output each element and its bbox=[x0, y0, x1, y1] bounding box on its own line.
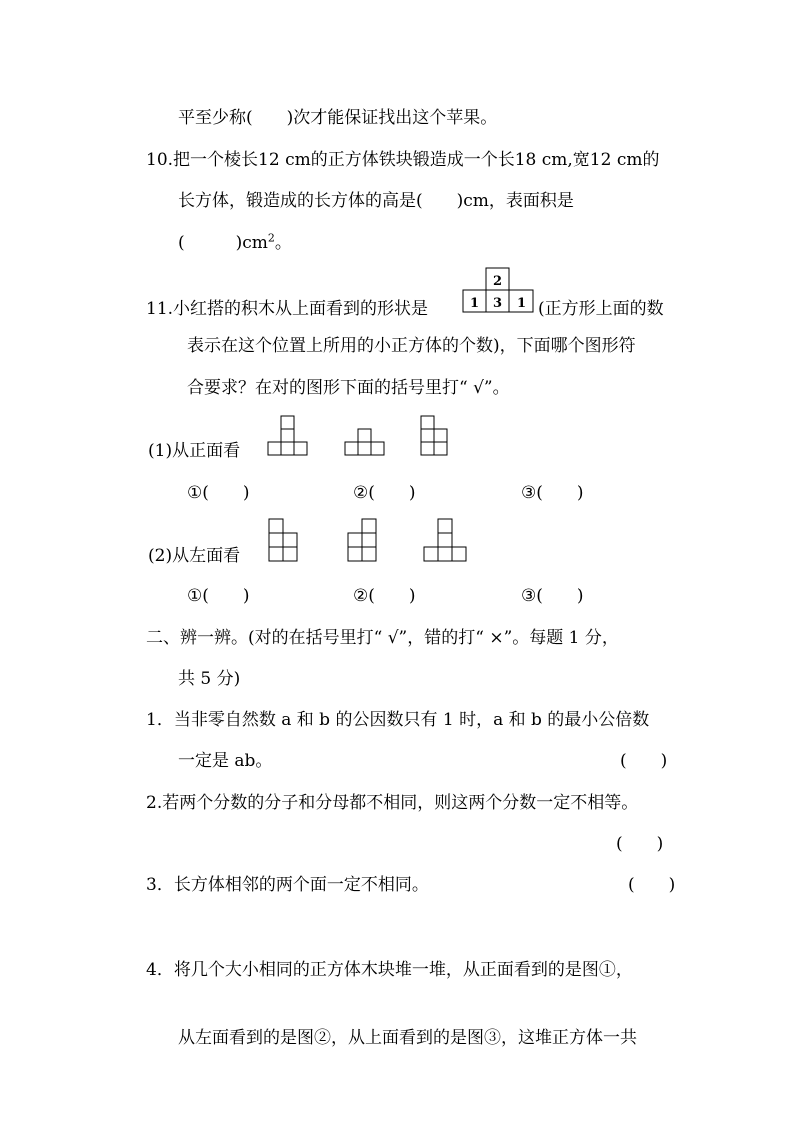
left-option-2-figure bbox=[348, 518, 380, 562]
item3-answer-paren: ( ) bbox=[628, 875, 676, 895]
q9-line-end: 平至少称( )次才能保证找出这个苹果。 bbox=[178, 108, 498, 128]
part1-option-1: ①( ) bbox=[187, 483, 250, 503]
section2-header-line2: 共 5 分) bbox=[178, 669, 241, 689]
q10-line2: 长方体，锻造成的长方体的高是( )cm，表面积是 bbox=[178, 191, 574, 211]
part2-label: (2)从左面看 bbox=[148, 546, 241, 566]
front-option-3-figure bbox=[421, 415, 451, 457]
part2-option-3: ③( ) bbox=[521, 586, 584, 606]
top-view-figure bbox=[462, 267, 536, 315]
section2-header-line1: 二、辨一辨。(对的在括号里打“ √”，错的打“ ×”。每题 1 分， bbox=[146, 628, 619, 648]
part2-option-1: ①( ) bbox=[187, 586, 250, 606]
top-view-num-top: 2 bbox=[493, 274, 503, 289]
q11-intro-a: 11.小红搭的积木从上面看到的形状是 bbox=[146, 299, 429, 319]
item2-line1: 2.若两个分数的分子和分母都不相同，则这两个分数一定不相等。 bbox=[146, 793, 639, 813]
item1-line1: 1．当非零自然数 a 和 b 的公因数只有 1 时，a 和 b 的最小公倍数 bbox=[146, 710, 650, 730]
item2-answer-paren: ( ) bbox=[616, 834, 664, 854]
top-view-num-right: 1 bbox=[517, 296, 527, 311]
q11-line3: 合要求？在对的图形下面的括号里打“ √”。 bbox=[187, 378, 510, 398]
part1-label: (1)从正面看 bbox=[148, 441, 241, 461]
left-option-3-figure bbox=[424, 518, 470, 562]
part1-option-3: ③( ) bbox=[521, 483, 584, 503]
q11-line2: 表示在这个位置上所用的小正方体的个数)，下面哪个图形符 bbox=[187, 336, 636, 356]
part1-option-2: ②( ) bbox=[353, 483, 416, 503]
left-option-1-figure bbox=[269, 518, 301, 562]
item3-line1: 3．长方体相邻的两个面一定不相同。 bbox=[146, 875, 429, 895]
front-option-1-figure bbox=[268, 415, 310, 457]
top-view-num-middle: 3 bbox=[493, 296, 503, 311]
item4-line1: 4．将几个大小相同的正方体木块堆一堆，从正面看到的是图①， bbox=[146, 960, 633, 980]
item1-answer-paren: ( ) bbox=[620, 751, 668, 771]
q10-line1: 10.把一个棱长12 cm的正方体铁块锻造成一个长18 cm,宽12 cm的 bbox=[146, 150, 660, 170]
item4-line2: 从左面看到的是图②，从上面看到的是图③，这堆正方体一共 bbox=[178, 1028, 637, 1048]
item1-line2: 一定是 ab。 bbox=[178, 751, 273, 771]
q10-line3-sup: 2 bbox=[267, 231, 275, 245]
q10-line3-blank: ( )cm bbox=[178, 233, 268, 253]
q11-intro-b: (正方形上面的数 bbox=[538, 299, 664, 319]
q10-line3 bbox=[178, 233, 292, 253]
front-option-2-figure bbox=[345, 415, 387, 457]
part2-option-2: ②( ) bbox=[353, 586, 416, 606]
top-view-num-left: 1 bbox=[470, 296, 480, 311]
q10-line3-end: 。 bbox=[274, 233, 292, 253]
